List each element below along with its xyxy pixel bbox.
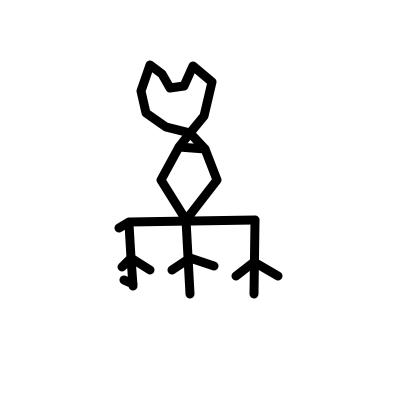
glyph-diamond [161, 147, 217, 220]
glyph-right-leg [254, 220, 255, 294]
glyph-left-leg [129, 224, 131, 258]
glyph-left-foot [122, 258, 150, 286]
glyph-top-cup [141, 65, 212, 133]
